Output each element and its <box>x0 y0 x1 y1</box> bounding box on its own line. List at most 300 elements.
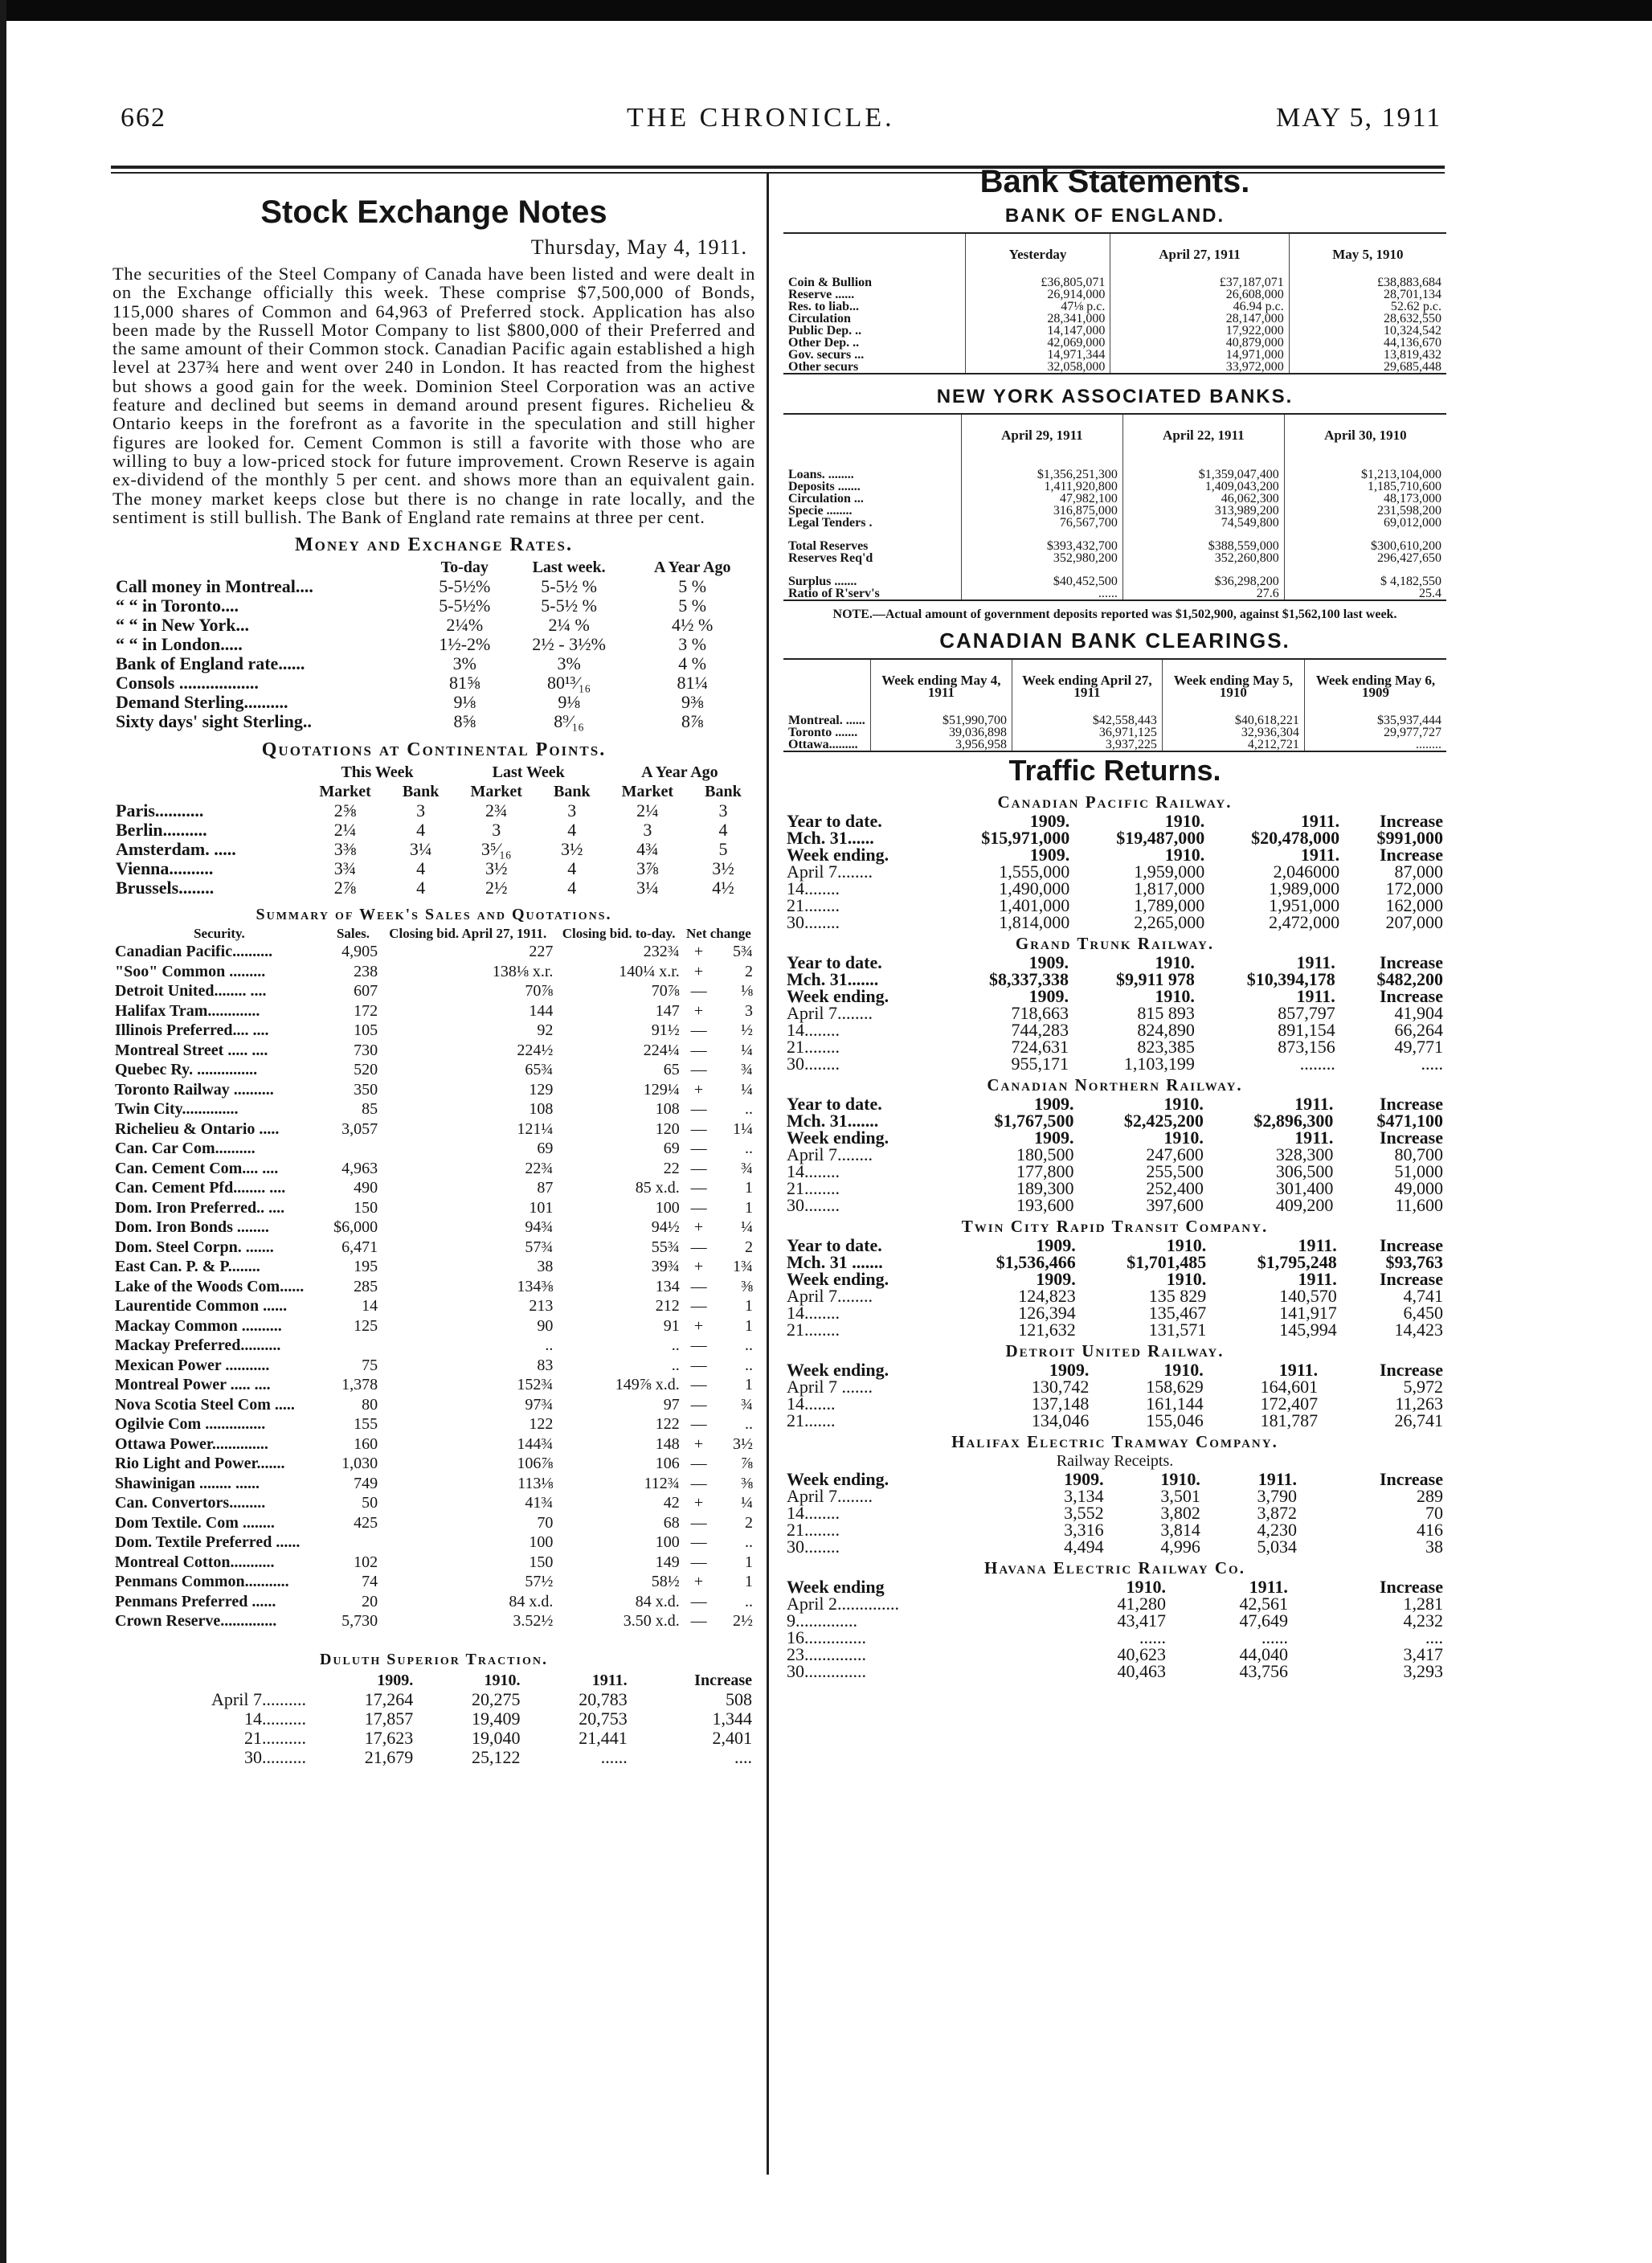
table-cell: .. <box>745 1415 753 1434</box>
table-cell: Ratio of R'serv's <box>788 587 880 600</box>
table-cell: 21.......... <box>243 1727 306 1748</box>
rail-title-twin: Twin City Rapid Transit Company. <box>961 1217 1269 1236</box>
column-header: Market <box>319 783 371 801</box>
table-header-row <box>783 233 1446 276</box>
table-row <box>112 673 755 693</box>
table-cell: 100 <box>655 1198 680 1217</box>
table-cell: 87 <box>537 1179 554 1197</box>
table-row <box>112 1533 755 1553</box>
table-cell: ¼ <box>741 1494 753 1512</box>
table-cell: 1,814,000 <box>999 912 1070 932</box>
table-cell: Dom. Textile Preferred ...... <box>115 1533 301 1552</box>
stock-notes-title: Stock Exchange Notes <box>260 194 607 230</box>
table-cell: 141,917 <box>1279 1303 1337 1323</box>
table-cell: 857,797 <box>1278 1003 1335 1023</box>
table-cell: Nova Scotia Steel Com ..... <box>115 1395 295 1414</box>
table-cell: + <box>693 1258 704 1276</box>
table-cell: 70⅞ <box>651 982 680 1001</box>
table-cell: 65 <box>663 1061 680 1079</box>
table-row <box>783 1038 1446 1055</box>
table-cell: Mch. 31 ....... <box>787 1252 883 1272</box>
table-cell: 14.......... <box>243 1708 306 1729</box>
column-header: To-day <box>440 559 489 577</box>
table-header-row <box>783 1271 1446 1287</box>
table-cell: 8⅞ <box>681 711 704 732</box>
table-cell: 164,601 <box>1260 1377 1319 1397</box>
table-row <box>783 1146 1446 1163</box>
table-cell: 49,771 <box>1394 1037 1443 1057</box>
table-cell: Mackay Preferred.......... <box>115 1336 281 1355</box>
table-cell: 112¾ <box>644 1474 680 1492</box>
table-row <box>112 1257 755 1277</box>
table-row <box>783 897 1446 914</box>
column-header: 1909. <box>1029 845 1070 865</box>
table-cell: 520 <box>354 1061 378 1079</box>
table-cell: 84 x.d. <box>635 1592 680 1610</box>
table-cell: Montreal Street ..... .... <box>115 1041 268 1059</box>
column-header: Market <box>470 783 522 801</box>
table-cell: 81¼ <box>677 673 708 694</box>
table-row <box>783 1504 1446 1521</box>
column-header: April 22, 1911 <box>1122 414 1284 457</box>
table-cell: Mexican Power ........... <box>115 1356 270 1374</box>
table-row <box>112 840 755 859</box>
column-header: Net change <box>686 926 751 942</box>
table-cell: 1,959,000 <box>1134 861 1205 882</box>
table-cell: 14,971,000 <box>1110 349 1289 361</box>
column-header: 1911. <box>1296 986 1335 1006</box>
table-cell: 21,441 <box>579 1727 628 1748</box>
table-cell: ¾ <box>741 1159 753 1177</box>
table-cell: — <box>690 1592 707 1610</box>
table-cell: 2½ <box>485 878 508 898</box>
traffic-title: Traffic Returns. <box>1008 754 1221 787</box>
table-cell: 41¾ <box>525 1494 554 1512</box>
table-cell: 306,500 <box>1275 1161 1334 1181</box>
table-row <box>112 820 755 840</box>
table-cell: $51,990,700 <box>870 714 1012 726</box>
table-cell: 5-5½ % <box>541 595 597 616</box>
table-cell: 4,741 <box>1403 1286 1443 1306</box>
column-header: Bank <box>553 783 591 801</box>
table-row <box>783 1021 1446 1038</box>
table-cell: 39¾ <box>651 1258 680 1276</box>
table-row <box>112 1336 755 1356</box>
column-header: A Year Ago <box>641 763 718 782</box>
table-cell: 9⅛ <box>558 692 580 713</box>
table-row <box>783 337 1446 349</box>
table-cell: 140,570 <box>1279 1286 1337 1306</box>
table-row <box>783 714 1446 726</box>
issue-date: MAY 5, 1911 <box>1276 103 1442 133</box>
table-cell: 2 <box>745 1238 753 1256</box>
table-row <box>783 361 1446 374</box>
table-row <box>112 1513 755 1533</box>
table-cell: 26,608,000 <box>1110 289 1289 301</box>
ytd-row <box>783 1112 1446 1129</box>
table-cell: Call money in Montreal.... <box>116 576 313 597</box>
column-header: April 27, 1911 <box>1110 233 1289 276</box>
column-header: Closing bid. April 27, 1911. <box>389 926 547 942</box>
table-cell: 20,275 <box>471 1688 521 1709</box>
table-cell: Berlin.......... <box>116 820 207 841</box>
table-cell: ........ <box>1299 1054 1335 1074</box>
table-cell: $19,487,000 <box>1116 828 1205 848</box>
table-cell: 181,787 <box>1260 1410 1319 1430</box>
table-cell: 352,260,800 <box>1122 552 1284 564</box>
table-row <box>112 981 755 1001</box>
table-cell: 3½ <box>485 858 508 879</box>
table-cell: Circulation ... <box>788 492 864 505</box>
table-cell: 30.......... <box>243 1746 306 1767</box>
table-cell: 23.............. <box>787 1644 866 1664</box>
table-cell: 425 <box>354 1513 378 1532</box>
table-cell: — <box>690 1297 707 1316</box>
table-row <box>783 1646 1446 1663</box>
column-header: 1911. <box>1300 845 1340 865</box>
table-cell: ........ <box>1304 739 1446 751</box>
table-row <box>112 1611 755 1631</box>
column-header: 1911. <box>591 1671 628 1689</box>
table-cell: 1¼ <box>733 1119 753 1138</box>
column-header: 1911. <box>1294 1127 1334 1148</box>
table-cell: 113⅛ <box>517 1474 554 1492</box>
table-cell: — <box>690 1513 707 1532</box>
table-cell: 2¾ <box>485 800 508 821</box>
table-cell: 121,632 <box>1018 1320 1076 1340</box>
table-cell: April 7 ....... <box>787 1377 873 1397</box>
table-cell: 749 <box>354 1474 378 1492</box>
table-cell: 41,280 <box>1117 1594 1167 1614</box>
table-cell: 14,423 <box>1394 1320 1443 1340</box>
table-cell: 9⅛ <box>453 692 476 713</box>
scan-left-border <box>0 0 6 2263</box>
table-row <box>112 616 755 635</box>
table-cell: 4¾ <box>636 839 659 860</box>
table-cell: 490 <box>354 1179 378 1197</box>
table-cell: Can. Car Com.......... <box>115 1140 256 1158</box>
table-cell: ¼ <box>741 1080 753 1099</box>
table-cell: 152¾ <box>517 1376 554 1394</box>
table-cell: 122 <box>655 1415 680 1434</box>
table-cell: Can. Cement Pfd........ .... <box>115 1179 286 1197</box>
table-cell: 134,046 <box>1031 1410 1090 1430</box>
table-row <box>783 1005 1446 1021</box>
table-cell: 20 <box>362 1592 378 1610</box>
column-header: Increase <box>1379 1235 1443 1255</box>
column-header: 1909. <box>1029 811 1070 831</box>
table-cell: Shawinigan ........ ...... <box>115 1474 260 1492</box>
table-cell: 3⅜ <box>333 839 357 860</box>
table-cell: .. <box>745 1336 753 1355</box>
table-cell: 255,500 <box>1146 1161 1204 1181</box>
table-cell: 2¼ <box>333 820 357 841</box>
traffic-table-twin <box>783 1237 1446 1338</box>
table-cell: 106⅞ <box>517 1455 554 1473</box>
table-cell: 97¾ <box>525 1395 554 1414</box>
table-cell: 14........ <box>787 1303 840 1323</box>
table-cell: 1,103,199 <box>1123 1054 1195 1074</box>
table-cell: 39,036,898 <box>870 726 1012 739</box>
table-cell: + <box>693 943 704 961</box>
column-header: 1910. <box>1155 986 1195 1006</box>
table-cell: 3,134 <box>1064 1486 1104 1506</box>
table-cell: Sixty days' sight Sterling.. <box>116 711 312 732</box>
table-cell: $42,558,443 <box>1012 714 1163 726</box>
column-header: Year to date. <box>787 952 882 972</box>
table-cell: 172,000 <box>1385 878 1443 898</box>
table-cell: 17,857 <box>364 1708 414 1729</box>
table-cell: 85 x.d. <box>635 1179 680 1197</box>
table-cell: 129¼ <box>643 1080 680 1099</box>
table-cell: 10,324,542 <box>1289 325 1446 337</box>
table-cell: + <box>693 1080 704 1099</box>
table-cell: 147 <box>655 1001 680 1020</box>
table-cell: 21........ <box>787 1178 840 1198</box>
table-cell: 38 <box>1425 1537 1443 1557</box>
table-cell: 97 <box>663 1395 680 1414</box>
table-cell: ¾ <box>741 1061 753 1079</box>
table-cell: 43,756 <box>1239 1661 1288 1681</box>
table-row <box>783 1163 1446 1180</box>
boe-table <box>783 232 1446 374</box>
table-row <box>112 712 755 731</box>
table-cell: 150 <box>529 1553 554 1571</box>
table-cell: 20,783 <box>579 1688 628 1709</box>
column-header <box>783 233 965 276</box>
table-cell: 4,230 <box>1257 1520 1298 1540</box>
column-header: April 30, 1910 <box>1284 414 1446 457</box>
table-cell: 121¼ <box>517 1119 554 1138</box>
table-row <box>112 1414 755 1434</box>
table-cell: Res. to liab... <box>788 300 859 313</box>
table-row <box>112 962 755 982</box>
table-cell: 4,905 <box>341 943 378 961</box>
table-cell: ..... <box>1421 1054 1443 1074</box>
table-cell: 87,000 <box>1394 861 1443 882</box>
column-header: Week ending May 6, 1909 <box>1304 659 1446 714</box>
table-cell: 508 <box>726 1688 752 1709</box>
continental-title: Quotations at Continental Points. <box>261 739 607 761</box>
table-cell: Dom Textile. Com ........ <box>115 1513 275 1532</box>
table-cell: Mch. 31...... <box>787 828 874 848</box>
table-cell: 1,951,000 <box>1269 895 1340 915</box>
table-cell: 289 <box>1417 1486 1443 1506</box>
table-cell: ...... <box>600 1746 628 1767</box>
table-cell: 40,623 <box>1117 1644 1167 1664</box>
table-cell: $20,478,000 <box>1251 828 1340 848</box>
table-row <box>783 863 1446 880</box>
table-cell: 3,814 <box>1160 1520 1200 1540</box>
table-cell: 69 <box>663 1140 680 1158</box>
table-cell: — <box>690 1455 707 1473</box>
table-cell: 5,972 <box>1403 1377 1443 1397</box>
table-row <box>112 1178 755 1198</box>
table-cell: 21,679 <box>364 1746 414 1767</box>
table-row <box>783 914 1446 931</box>
table-cell: Reserve ...... <box>788 288 855 301</box>
table-cell: 252,400 <box>1146 1178 1204 1198</box>
table-cell: 1¾ <box>733 1258 753 1276</box>
column-header: 1909. <box>1028 986 1069 1006</box>
table-cell: + <box>693 1494 704 1512</box>
table-header-row <box>783 659 1446 714</box>
table-cell: ⅞ <box>741 1455 753 1473</box>
table-cell: Canadian Pacific.......... <box>115 943 273 961</box>
table-cell: 52.62 p.c. <box>1289 301 1446 313</box>
traffic-table-gtr <box>783 954 1446 1072</box>
table-cell: 66,264 <box>1394 1020 1443 1040</box>
table-cell: $1,536,466 <box>996 1252 1076 1272</box>
table-cell: Brussels........ <box>116 878 215 898</box>
table-cell: 25,122 <box>471 1746 521 1767</box>
table-row <box>783 505 1446 517</box>
table-cell: 3,802 <box>1160 1503 1200 1523</box>
table-cell: April 2.............. <box>787 1594 899 1614</box>
table-cell: 30........ <box>787 1537 840 1557</box>
column-header: Increase <box>1379 952 1443 972</box>
table-cell: $2,896,300 <box>1253 1111 1334 1131</box>
table-cell: 4 <box>718 820 728 841</box>
table-cell: $471,100 <box>1376 1111 1443 1131</box>
table-cell: 3.52½ <box>513 1612 554 1631</box>
table-cell: 161,144 <box>1146 1393 1204 1414</box>
table-row <box>112 1572 755 1592</box>
table-cell: — <box>690 1238 707 1256</box>
table-header-row <box>112 926 755 942</box>
table-row <box>783 313 1446 325</box>
table-cell: Legal Tenders . <box>788 516 873 530</box>
table-row <box>783 1488 1446 1504</box>
table-cell: 328,300 <box>1275 1144 1334 1164</box>
table-cell: 1,401,000 <box>999 895 1070 915</box>
table-cell: Other securs <box>788 360 859 374</box>
table-cell: $10,394,178 <box>1246 969 1335 989</box>
table-row <box>112 1434 755 1455</box>
table-cell: — <box>690 1061 707 1079</box>
table-cell: 189,300 <box>1016 1178 1074 1198</box>
table-cell: April 7........ <box>787 1003 873 1023</box>
table-cell: 172 <box>354 1001 378 1020</box>
table-cell: 2,046000 <box>1273 861 1340 882</box>
table-cell: 135 829 <box>1148 1286 1207 1306</box>
table-cell: 19,040 <box>471 1727 521 1748</box>
table-cell: 4 <box>567 820 577 841</box>
clearings-title: CANADIAN BANK CLEARINGS. <box>939 628 1290 653</box>
column-header: Bank <box>705 783 742 801</box>
table-row <box>112 1119 755 1140</box>
traffic-table-cnr <box>783 1095 1446 1213</box>
table-cell: 313,989,200 <box>1122 505 1284 517</box>
page-number: 662 <box>121 103 166 133</box>
table-cell: 49,000 <box>1394 1178 1443 1198</box>
table-cell: 1,185,710,600 <box>1284 481 1446 493</box>
column-header: 1910. <box>1164 845 1205 865</box>
table-cell: 3,790 <box>1257 1486 1298 1506</box>
table-cell: 207,000 <box>1385 912 1443 932</box>
table-cell: 134 <box>655 1277 680 1295</box>
column-header: Week ending. <box>787 845 889 865</box>
table-cell: — <box>690 1474 707 1492</box>
table-cell: Laurentide Common ...... <box>115 1297 288 1316</box>
table-cell: 57¾ <box>525 1238 554 1256</box>
table-cell: 1,989,000 <box>1269 878 1340 898</box>
table-header-row <box>112 1671 755 1690</box>
table-cell: Mch. 31....... <box>787 1111 879 1131</box>
table-cell: 108 <box>529 1100 554 1119</box>
table-cell: 25.4 <box>1284 587 1446 600</box>
table-row <box>112 1454 755 1474</box>
table-cell: 138⅛ x.r. <box>492 962 554 980</box>
table-row <box>112 577 755 596</box>
table-cell: 17,623 <box>364 1727 414 1748</box>
table-cell: 20,753 <box>579 1708 628 1729</box>
table-cell: $35,937,444 <box>1304 714 1446 726</box>
table-row <box>783 1538 1446 1555</box>
table-cell: Rio Light and Power....... <box>115 1455 285 1473</box>
ny-banks-title: NEW YORK ASSOCIATED BANKS. <box>936 386 1294 407</box>
column-header: This Week <box>341 763 414 782</box>
table-row <box>112 1041 755 1061</box>
table-cell: 122 <box>529 1415 554 1434</box>
continental-table <box>112 763 755 898</box>
table-row <box>783 493 1446 505</box>
table-row <box>783 1612 1446 1629</box>
table-cell: 42 <box>663 1494 680 1512</box>
table-cell: 2 <box>745 1513 753 1532</box>
duluth-table <box>112 1671 755 1767</box>
table-cell: 2,401 <box>712 1727 752 1748</box>
column-header: 1911. <box>1298 1235 1337 1255</box>
table-cell: £38,883,684 <box>1289 276 1446 289</box>
table-cell: .. <box>671 1356 680 1374</box>
table-cell: Ogilvie Com ............... <box>115 1415 266 1434</box>
table-cell: 815 893 <box>1137 1003 1195 1023</box>
table-cell: 32,936,304 <box>1162 726 1304 739</box>
rail-title-detroit: Detroit United Railway. <box>1005 1341 1225 1361</box>
table-cell: Loans. ........ <box>788 468 854 481</box>
table-cell: 30........ <box>787 1195 840 1215</box>
table-cell: 3,872 <box>1257 1503 1298 1523</box>
column-header: Increase <box>1379 1360 1443 1380</box>
table-cell: Gov. securs ... <box>788 348 865 362</box>
publication-title: THE CHRONICLE. <box>627 103 895 133</box>
table-cell: 212 <box>655 1297 680 1316</box>
table-cell: Richelieu & Ontario ..... <box>115 1119 280 1138</box>
table-cell: April 7.......... <box>211 1688 306 1709</box>
table-cell: 14........ <box>787 1161 840 1181</box>
table-cell: Toronto ....... <box>788 726 858 739</box>
column-header <box>112 782 301 801</box>
table-cell: 91½ <box>651 1021 680 1040</box>
table-cell: 16.............. <box>787 1627 866 1647</box>
table-cell: — <box>690 1119 707 1138</box>
traffic-table-cpr <box>783 812 1446 931</box>
table-cell: $8,337,338 <box>989 969 1069 989</box>
column-header <box>112 1671 309 1690</box>
table-cell: 285 <box>354 1277 378 1295</box>
column-header: Security. <box>194 926 245 942</box>
table-cell: Ottawa Power.............. <box>115 1434 268 1453</box>
table-cell: — <box>690 1277 707 1295</box>
table-cell: ...... <box>1261 1627 1288 1647</box>
table-cell: Public Dep. .. <box>788 324 862 338</box>
table-cell: Twin City.............. <box>115 1100 239 1119</box>
table-cell: £36,805,071 <box>965 276 1110 289</box>
column-header: 1910. <box>1126 1577 1167 1597</box>
table-row <box>112 1021 755 1041</box>
clearings-table <box>783 658 1446 752</box>
